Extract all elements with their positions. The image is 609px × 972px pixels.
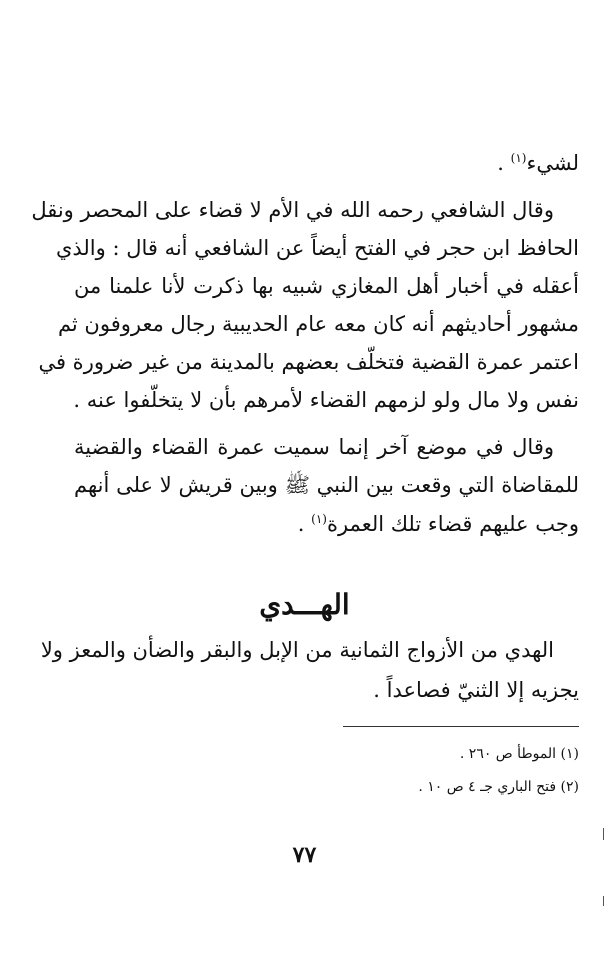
text-line: وقال الشافعي رحمه الله في الأم لا قضاء على المحصر ونقل [31,198,554,222]
text-line: مشهور أحاديثهم أنه كان معه عام الحديبية رجال معروفون ثم [57,312,579,336]
text-fragment: . [297,512,312,536]
footnote-marker: (١) [510,151,527,165]
text-line: نفس ولا مال ولو لزمهم القضاء لأمرهم بأن لا يتخلّفوا عنه . [73,388,579,412]
text-line: وقال في موضع آخر إنما سميت عمرة القضاء والقضية [74,435,554,459]
text-line: الهدي من الأزواج الثمانية من الإبل والبقر والضأن والمعز ولا [40,638,554,662]
text-line: الحافظ ابن حجر في الفتح أيضاً عن الشافعي أنه قال : والذي [55,236,579,260]
footnote-divider [343,726,579,727]
footnote-marker: (١) [311,512,327,526]
footnote: (١) الموطأ ص ٢٦٠ . [459,746,579,762]
text-fragment: لشيء [526,151,579,175]
text-fragment: . [497,151,511,175]
text-line: يجزيه إلا الثنيّ فصاعداً . [373,678,579,702]
footnote: (٢) فتح الباري جـ ٤ ص ١٠ . [418,779,579,795]
page-number: ٧٧ [292,842,317,868]
text-line: للمقاضاة التي وقعت بين النبي ﷺ وبين قريش لا على أنهم [74,473,579,497]
text-fragment: وجب عليهم قضاء تلك العمرة [326,512,579,536]
scan-edge-mark [603,828,604,840]
text-line [74,513,579,535]
scan-edge-mark [603,896,604,906]
section-heading: الهـــدي [259,588,350,621]
text-line: اعتمر عمرة القضية فتخلّف بعضهم بالمدينة من غير ضرورة في [38,350,579,374]
text-line [74,152,579,174]
text-line: أعقله في أخبار أهل المغازي شبيه بها ذكرت لأنا علمنا من [74,274,579,298]
